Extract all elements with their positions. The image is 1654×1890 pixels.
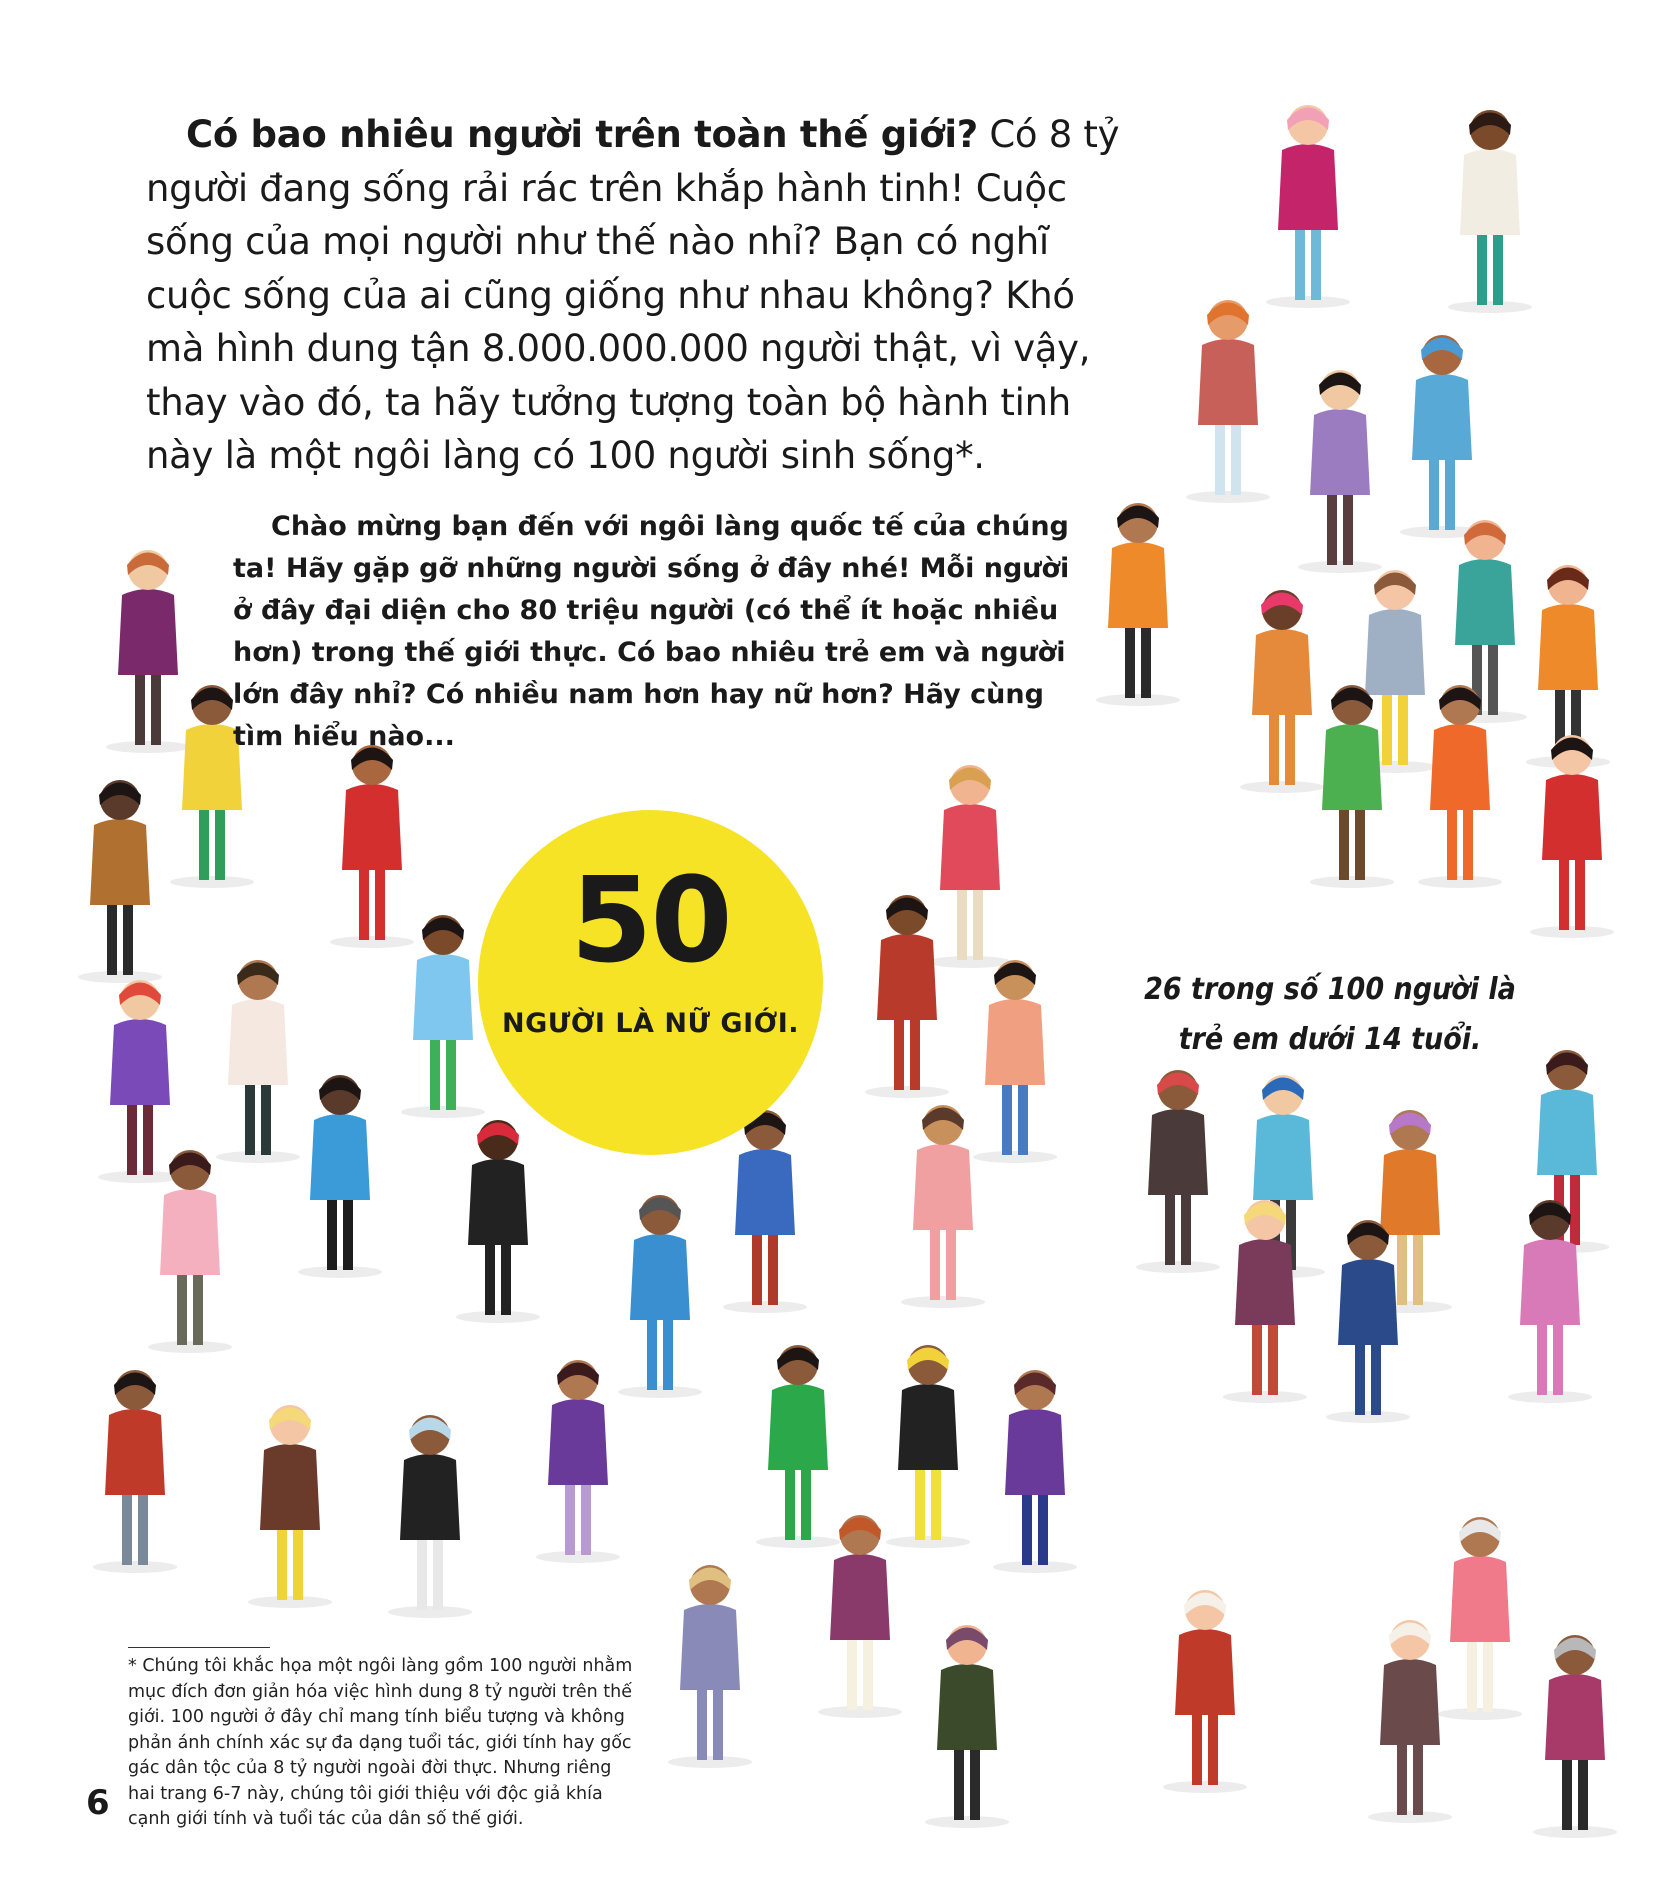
person-figure [1186,300,1270,503]
person-figure [330,745,414,948]
person-figure [298,1075,382,1278]
children-stat-line2: trẻ em dưới 14 tuổi. [1178,1022,1482,1057]
person-figure [1448,110,1532,313]
person-figure [93,1370,177,1573]
person-figure [886,1345,970,1548]
person-figure [388,1415,472,1618]
intro-lead-question: Có bao nhiêu người trên toàn thế giới? [186,113,978,156]
person-figure [78,780,162,983]
women-stat-label: NGƯỜI LÀ NỮ GIỚI. [502,1008,799,1039]
person-figure [865,895,949,1098]
person-figure [401,915,485,1118]
person-figure [1266,105,1350,308]
person-figure [756,1345,840,1548]
person-figure [1096,503,1180,706]
person-figure [928,765,1012,968]
person-figure [456,1120,540,1323]
person-figure [216,960,300,1163]
women-stat-number: 50 [570,851,731,989]
person-figure [1368,1620,1452,1823]
person-figure [618,1195,702,1398]
person-figure [1240,590,1324,793]
person-figure [536,1360,620,1563]
person-figure [98,980,182,1183]
person-figure [1400,335,1484,538]
welcome-text: Chào mừng bạn đến với ngôi làng quốc tế của chúng ta! Hãy gặp gỡ những người sống ở đây nhé! Mỗi người ở đây đại diện cho 80 triệu người (có thể ít hoặc nhiều hơn) trong thế giới thực. Có bao nhiêu trẻ em và người lớn đây nhỉ? Có nhiều nam hơn hay nữ hơn? Hãy cùng tìm hiểu nào... [233,511,1070,752]
footnote: * Chúng tôi khắc họa một ngôi làng gồm 100 người nhằm mục đích đơn giản hóa việc hình dung 8 tỷ người trên thế giới. 100 người ở đây chỉ mang tính biểu tượng và không phản ánh chính xác sự đa dạng tuổi tác, giới tính hay gốc gác dân tộc của 8 tỷ người ngoài đời thực. Nhưng riêng hai trang 6-7 này, chúng tôi giới thiệu với độc giả khía cạnh giới tính và tuổi tác của dân số thế giới. [128,1656,633,1829]
person-figure [106,550,190,753]
intro-body: Có 8 tỷ người đang sống rải rác trên khắp hành tinh! Cuộc sống của mọi người như thế nào nhỉ? Bạn có nghĩ cuộc sống của ai cũng giống như nhau không? Khó mà hình dung tận 8.000.000.000 người thật, vì vậy, thay vào đó, ta hãy tưởng tượng toàn bộ hành tinh này là một ngôi làng có 100 người sinh sống*. [146,113,1120,477]
person-figure [1136,1070,1220,1273]
person-figure [993,1370,1077,1573]
footnote-rule [128,1647,270,1648]
person-figure [901,1105,985,1308]
person-figure [973,960,1057,1163]
person-figure [723,1110,807,1313]
person-figure [1298,370,1382,573]
children-stat-line1: 26 trong số 100 người là [1144,972,1516,1007]
welcome-paragraph [233,506,1083,758]
person-figure [1438,1517,1522,1720]
person-figure [248,1405,332,1608]
children-stat [1120,965,1540,1065]
person-figure [668,1565,752,1768]
person-figure [1533,1635,1617,1838]
person-figure [1163,1590,1247,1793]
intro-paragraph [146,108,1126,483]
person-figure [925,1625,1009,1828]
page-number: 6 [86,1783,110,1823]
